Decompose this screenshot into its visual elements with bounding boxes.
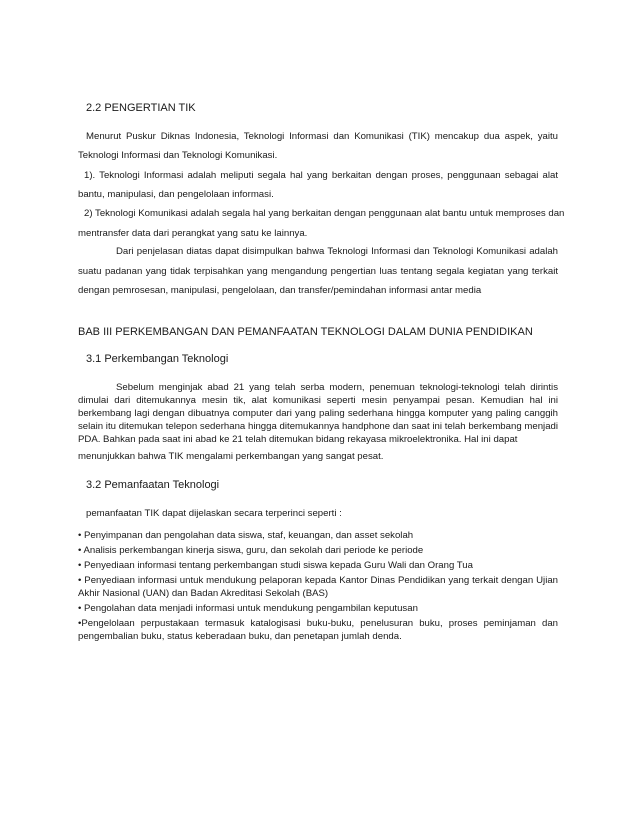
paragraph-line: dengan pemrosesan, manipulasi, pengelolaan, dan transfer/pemindahan informasi antar media xyxy=(78,285,482,296)
section-3-2-intro: pemanfaatan TIK dapat dijelaskan secara terperinci seperti : xyxy=(86,508,342,519)
chapter-3-heading: BAB III PERKEMBANGAN DAN PEMANFAATAN TEKNOLOGI DALAM DUNIA PENDIDIKAN xyxy=(78,326,533,338)
section-3-1-body xyxy=(78,381,558,463)
paragraph-line: Sebelum menginjak abad 21 yang telah serba modern, penemuan teknologi-teknologi telah dirintis xyxy=(116,382,558,393)
bullet-line: • Penyediaan informasi untuk mendukung pelaporan kepada Kantor Dinas Pendidikan yang terkait dengan Ujian xyxy=(78,575,558,586)
paragraph-line: suatu padanan yang tidak terpisahkan yang mengandung pengertian luas tentang segala kegiatan yang terkait xyxy=(78,266,558,277)
list-item-line: mentransfer data dari perangkat yang satu ke lainnya. xyxy=(78,228,308,239)
bullet-line: • Analisis perkembangan kinerja siswa, guru, dan sekolah dari periode ke periode xyxy=(78,545,424,556)
section-2-2-heading: 2.2 PENGERTIAN TIK xyxy=(86,102,196,114)
list-item-line: bantu, manipulasi, dan pengelolaan informasi. xyxy=(78,189,274,200)
paragraph-line: dimulai dari ditemukannya mesin tik, alat komunikasi seperti mesin penyampai pesan. Kemudian hal ini xyxy=(78,395,558,406)
bullet-line: • Penyimpanan dan pengolahan data siswa, staf, keuangan, dan asset sekolah xyxy=(78,530,414,541)
paragraph-line: Dari penjelasan diatas dapat disimpulkan bahwa Teknologi Informasi dan Teknologi Komunikasi adalah xyxy=(116,246,558,257)
bullet-line: • Pengolahan data menjadi informasi untuk mendukung pengambilan keputusan xyxy=(78,603,418,614)
section-3-1-heading: 3.1 Perkembangan Teknologi xyxy=(86,353,229,365)
list-item-line: 2) Teknologi Komunikasi adalah segala hal yang berkaitan dengan penggunaan alat bantu untuk memproses dan xyxy=(84,208,565,219)
section-3-2-list xyxy=(78,529,558,643)
bullet-line: •Pengelolaan perpustakaan termasuk katalogisasi buku-buku, penelusuran buku, proses peminjaman dan xyxy=(78,618,558,629)
paragraph-line: PDA. Bahkan pada saat ini abad ke 21 telah ditemukan bidang rekayasa mikroelektronika. Hal ini dapat xyxy=(78,434,518,445)
section-3-2-heading: 3.2 Pemanfaatan Teknologi xyxy=(86,479,220,491)
bullet-line: pengembalian buku, status keberadaan buku, dan penetapan jumlah denda. xyxy=(78,631,402,642)
bullet-line: Akhir Nasional (UAN) dan Badan Akreditasi Sekolah (BAS) xyxy=(78,588,329,599)
bullet-line: • Penyediaan informasi tentang perkembangan studi siswa kepada Guru Wali dan Orang Tua xyxy=(78,560,473,571)
paragraph-line: Teknologi Informasi dan Teknologi Komunikasi. xyxy=(78,150,278,161)
paragraph-line: selain itu ditemukan telepon sederhana hingga ditemukannya handphone dan saat ini telah berkembang menjadi xyxy=(78,421,558,432)
paragraph-line: berkembang lagi dengan dibuatnya computer dari yang paling sederhana hingga komputer yang paling canggih xyxy=(78,408,558,419)
paragraph-line: Menurut Puskur Diknas Indonesia, Teknologi Informasi dan Komunikasi (TIK) mencakup dua aspek, yaitu xyxy=(86,131,558,142)
paragraph-line: menunjukkan bahwa TIK mengalami perkembangan yang sangat pesat. xyxy=(78,451,384,462)
list-item-line: 1). Teknologi Informasi adalah meliputi segala hal yang berkaitan dengan proses, penggunaan sebagai alat xyxy=(84,170,558,181)
